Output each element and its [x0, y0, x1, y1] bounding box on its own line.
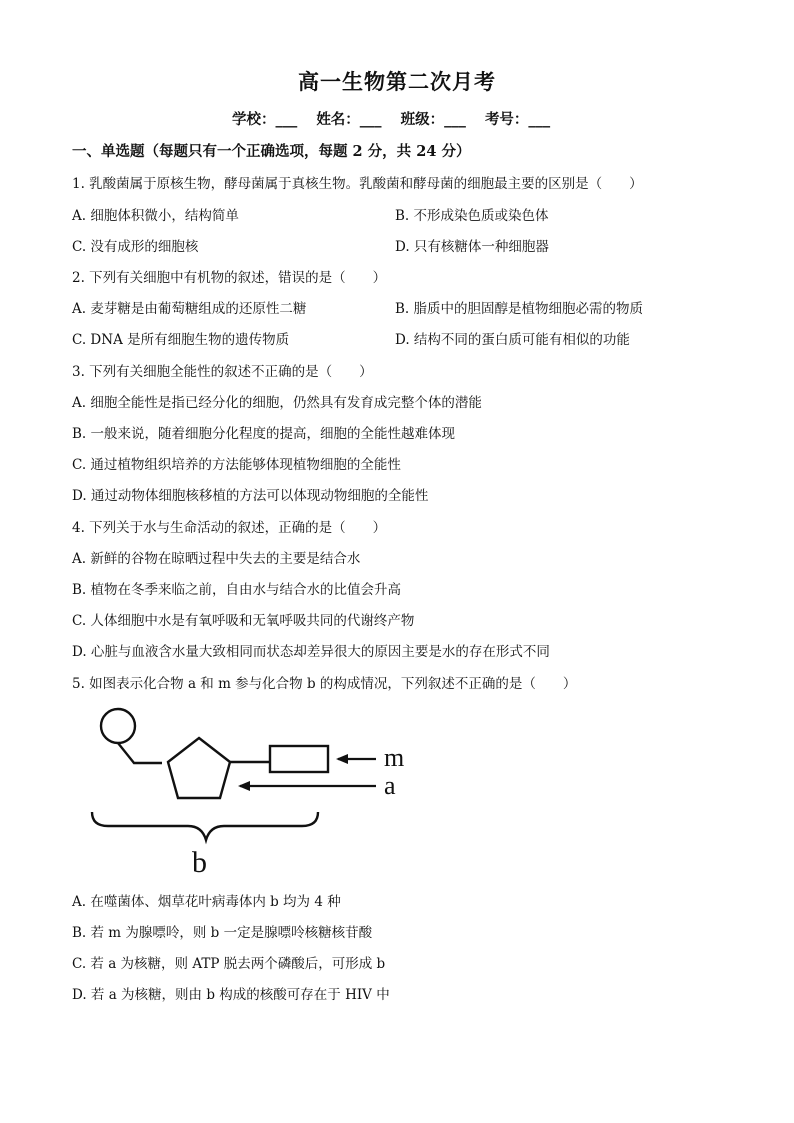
option-b[interactable]: B. 一般来说，随着细胞分化程度的提高，细胞的全能性越难体现 — [72, 426, 456, 442]
option-b[interactable]: B. 脂质中的胆固醇是植物细胞必需的物质 — [395, 301, 644, 317]
option-d[interactable]: D. 只有核糖体一种细胞器 — [395, 239, 549, 255]
name-field[interactable]: 姓名：___ — [316, 111, 382, 128]
option-a[interactable]: A. 麦芽糖是由葡萄糖组成的还原性二糖 — [72, 301, 307, 317]
exam-number-field[interactable]: 考号：___ — [484, 111, 551, 128]
option-a[interactable]: A. 在噬菌体、烟草花叶病毒体内 b 均为 4 种 — [72, 894, 341, 910]
school-field[interactable]: 学校：___ — [232, 111, 298, 128]
option-b[interactable]: B. 若 m 为腺嘌呤，则 b 一定是腺嘌呤核糖核苷酸 — [72, 925, 373, 941]
brace — [92, 812, 318, 840]
option-d[interactable]: D. 通过动物体细胞核移植的方法可以体现动物细胞的全能性 — [72, 488, 429, 504]
option-c[interactable]: C. 人体细胞中水是有氧呼吸和无氧呼吸共同的代谢终产物 — [72, 613, 415, 629]
nucleotide-diagram — [84, 700, 424, 878]
option-a[interactable]: A. 细胞全能性是指已经分化的细胞，仍然具有发育成完整个体的潜能 — [72, 395, 482, 411]
section-heading: 一、单选题（每题只有一个正确选项，每题 2 分，共 24 分） — [72, 143, 471, 160]
option-d[interactable]: D. 若 a 为核糖，则由 b 构成的核酸可存在于 HIV 中 — [72, 987, 390, 1003]
label-a: a — [384, 771, 396, 800]
arrow-a-head — [238, 781, 250, 791]
question-stem: 3. 下列有关细胞全能性的叙述不正确的是（ ） — [72, 364, 373, 380]
option-a[interactable]: A. 细胞体积微小，结构简单 — [72, 208, 239, 224]
label-m: m — [384, 743, 405, 772]
student-info-line — [232, 108, 564, 129]
option-b[interactable]: B. 植物在冬季来临之前，自由水与结合水的比值会升高 — [72, 582, 402, 598]
label-b: b — [192, 846, 207, 878]
arrow-m-head — [336, 754, 348, 764]
class-field[interactable]: 班级：___ — [400, 111, 466, 128]
option-b[interactable]: B. 不形成染色质或染色体 — [395, 208, 549, 224]
question-stem: 1. 乳酸菌属于原核生物，酵母菌属于真核生物。乳酸菌和酵母菌的细胞最主要的区别是（ ） — [72, 176, 643, 192]
phosphate-sugar-bond — [118, 743, 162, 763]
option-d[interactable]: D. 结构不同的蛋白质可能有相似的功能 — [395, 332, 630, 348]
question-stem: 5. 如图表示化合物 a 和 m 参与化合物 b 的构成情况，下列叙述不正确的是（ ） — [72, 676, 577, 692]
pentose-sugar — [168, 738, 230, 798]
option-c[interactable]: C. 通过植物组织培养的方法能够体现植物细胞的全能性 — [72, 457, 401, 473]
page-title: 高一生物第二次月考 — [298, 69, 496, 94]
question-stem: 2. 下列有关细胞中有机物的叙述，错误的是（ ） — [72, 270, 387, 286]
option-d[interactable]: D. 心脏与血液含水量大致相同而状态却差异很大的原因主要是水的存在形式不同 — [72, 644, 550, 660]
option-c[interactable]: C. 没有成形的细胞核 — [72, 239, 199, 255]
base-rectangle — [270, 746, 328, 772]
option-c[interactable]: C. DNA 是所有细胞生物的遗传物质 — [72, 332, 290, 348]
phosphate-circle — [101, 709, 135, 743]
question-stem: 4. 下列关于水与生命活动的叙述，正确的是（ ） — [72, 520, 387, 536]
option-a[interactable]: A. 新鲜的谷物在晾晒过程中失去的主要是结合水 — [72, 551, 361, 567]
option-c[interactable]: C. 若 a 为核糖，则 ATP 脱去两个磷酸后，可形成 b — [72, 956, 386, 972]
